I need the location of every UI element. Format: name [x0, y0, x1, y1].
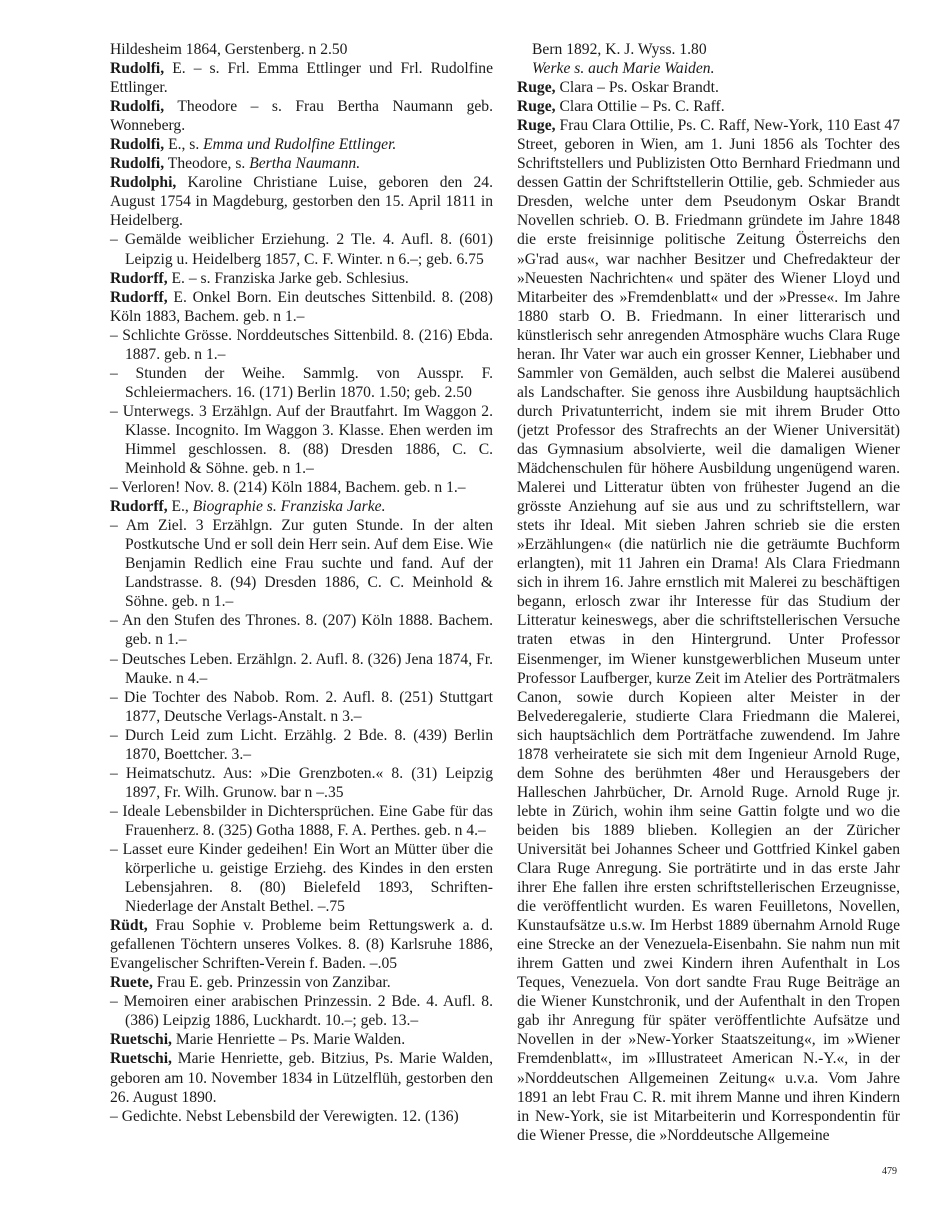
- cross-reference: [517, 59, 900, 78]
- work-item: [110, 764, 493, 802]
- entry-head: Ruge,: [517, 98, 556, 116]
- entry-text: Frau Clara Ottilie, Ps. C. Raff, New-York, 110 East 47 Street, geboren in Wien, am 1. Juni 1856 als Tochter des Schriftstellers und Publizisten Otto Bernhard Friedmann und dessen Gattin der Schriftstellerin Ottilie, geb. Schmieder aus Dresden, welche unter dem Pseudonym Oskar Brandt Novellen schrieb. O. B. Friedmann gründete im Jahre 1848 die erste freisinnige politische Zeitung Österreichs den »G'rad aus«, war nachher Besitzer und Chefredakteur der »Neuesten Nachrichten« und später des Wiener Lloyd und Mitarbeiter des »Fremdenblatt« und der »Presse«. Im Jahre 1880 starb O. B. Friedmann. In einer litterarisch und künstlerisch sehr anregenden Atmosphäre wuchs Clara Ruge heran. Ihr Vater war auch ein grosser Kenner, Liebhaber und Sammler von Gemälden, auch selbst die Malerei ausübend als Landschafter. Sie genoss ihre Ausbildung hauptsächlich durch Privatunterricht, indem sie mit ihrem Bruder Otto (jetzt Professor des Strafrechts an der Wiener Universität) das Gymnasium absolvierte, weil die damaligen Wiener Mädchenschulen für höhere Ausbildung ungenügend waren. Malerei und Litteratur übten von frühester Jugend an die grösste Anziehung auf sie aus und zu schriftstellern, war stets ihr Ideal. Mit sieben Jahren schrieb sie die ersten »Erzählungen« (die natürlich nie die geträumte Buchform erlangten), mit 11 Jahren ein Drama! Als Clara Friedmann sich in ihrem 16. Jahre ernstlich mit Malerei zu beschäftigen begann, erlosch zwar ihr Interesse für das Studium der Litteratur keineswegs, aber die schriftstellerischen Versuche traten etwas in den Hintergrund. Unter Professor Eisenmenger, im Wiener kunstgewerblichen Museum unter Professor Laufberger, kurze Zeit im Atelier des Porträtmalers Canon, sowie durch Kopieen alter Meister in der Belvederegalerie, studierte Clara Friedmann die Malerei, sich hauptsächlich dem Porträtfache zuwendend. Im Jahre 1878 verheiratete sie sich mit dem Ingenieur Arnold Ruge, dem Sohne des berühmten 48er und Herausgebers der Halleschen Jahrbücher, Dr. Arnold Ruge. Arnold Ruge jr. lebte in Zürich, wohin ihm seine Gattin folgte und wo die beiden bis 1889 blieben. Kollegien an der Züricher Universität bei Johannes Scheer und Gottfried Kinkel gaben Clara Ruge Anregung. Sie porträtirte und in das erste Jahr ihrer Ehe fallen ihre ersten schriftstellerischen Erzeugnisse, die veröffentlicht wurden. Es waren Feuilletons, Novellen, Kunstaufsätze u.s.w. Im Herbst 1889 übernahm Arnold Ruge eine Strecke an der Venezuela-Eisenbahn. Sie nahm nun mit ihrem Gatten und zwei Kindern ihren Aufenthalt in Los Teques, Venezuela. Von dort sandte Frau Ruge Beiträge an die Wiener Kunstchronik, und der Aufenthalt in den Tropen gab ihr Anregung für später veröffentlichte Aufsätze und Novellen in der »New-Yorker Staatszeitung«, im »Wiener Fremdenblatt«, im »Illustrateet American N.-Y.«, in der »Norddeutschen Allgemeinen Zeitung« u.v.a. Vom Jahre 1891 an lebt Frau C. R. mit ihrem Manne und ihren Kindern in New-York, sie ist Mitarbeiterin und Korrespondentin für die Wiener Presse, die »Norddeutsche Allgemeine: [517, 117, 900, 1144]
- left-column: [110, 40, 493, 1126]
- entry-text: Marie Henriette – Ps. Marie Walden.: [171, 1031, 406, 1049]
- entry-head: Ruge,: [517, 79, 556, 97]
- entry-head: Rudorff,: [110, 498, 168, 516]
- entry-text: Karoline Christiane Luise, geboren den 24. August 1754 in Magdeburg, gestorben den 15. April 1811 in Heidelberg.: [110, 174, 493, 230]
- page-number: 479: [882, 1166, 897, 1177]
- continued-entry: [110, 40, 493, 59]
- entry-head: Ruetschi,: [110, 1050, 172, 1068]
- work-text: – Lasset eure Kinder gedeihen! Ein Wort an Mütter über die körperliche u. geistige Erziehg. des Kindes in den ersten Lebensjahren. 8. (80) Bielefeld 1893, Schriften-Niederlage der Anstalt Bethel. –.75: [110, 840, 493, 916]
- work-text: – Durch Leid zum Licht. Erzählg. 2 Bde. 8. (439) Berlin 1870, Boettcher. 3.–: [110, 726, 493, 763]
- work-text: – Die Tochter des Nabob. Rom. 2. Aufl. 8. (251) Stuttgart 1877, Deutsche Verlags-Anstalt. n 3.–: [110, 688, 493, 725]
- work-text: – Gedichte. Nebst Lebensbild der Verewigten. 12. (136): [110, 1107, 459, 1125]
- work-item: [110, 326, 493, 364]
- work-text: – Schlichte Grösse. Norddeutsches Sittenbild. 8. (216) Ebda. 1887. geb. n 1.–: [110, 326, 493, 363]
- work-text: – Memoiren einer arabischen Prinzessin. 2 Bde. 4. Aufl. 8. (386) Leipzig 1886, Luckhardt. 10.–; geb. 13.–: [110, 993, 493, 1030]
- entry-head: Rudolfi,: [110, 98, 165, 116]
- entry-head: Rüdt,: [110, 917, 148, 935]
- work-item: [110, 802, 493, 840]
- entry-text: Marie Henriette, geb. Bitzius, Ps. Marie Walden, geboren am 10. November 1834 in Lützelflüh, gestorben den 26. August 1890.: [110, 1050, 493, 1106]
- work-item: [110, 402, 493, 478]
- entry-rudorff-3: [110, 497, 493, 516]
- entry-text: E., s.: [164, 136, 204, 154]
- entry-head: Rudorff,: [110, 288, 168, 306]
- entry-text: Hildesheim 1864, Gerstenberg. n 2.50: [110, 41, 348, 58]
- entry-head: Rudorff,: [110, 269, 168, 287]
- work-item: [110, 230, 493, 268]
- entry-italic: Biographie s. Franziska Jarke.: [192, 498, 386, 516]
- right-column: [517, 40, 900, 1145]
- work-item: [110, 516, 493, 611]
- entry-text: Clara – Ps. Oskar Brandt.: [555, 79, 719, 97]
- entry-head: Ruge,: [517, 117, 556, 135]
- entry-text: Bern 1892, K. J. Wyss. 1.80: [532, 41, 707, 58]
- entry-rudorff-2: [110, 288, 493, 326]
- entry-head: Rudolfi,: [110, 60, 165, 78]
- continued-entry: [517, 40, 900, 59]
- entry-rudolphi: [110, 173, 493, 230]
- entry-head: Ruetschi,: [110, 1031, 172, 1049]
- entry-text: Theodore, s.: [164, 155, 250, 173]
- entry-text: E.,: [167, 498, 193, 516]
- work-text: – Deutsches Leben. Erzählgn. 2. Aufl. 8. (326) Jena 1874, Fr. Mauke. n 4.–: [110, 650, 493, 687]
- work-text: – An den Stufen des Thrones. 8. (207) Köln 1888. Bachem. geb. n 1.–: [110, 612, 493, 649]
- entry-head: Ruete,: [110, 974, 153, 992]
- entry-rudolfi-1: [110, 59, 493, 97]
- entry-rudolfi-3: [110, 135, 493, 154]
- work-text: – Verloren! Nov. 8. (214) Köln 1884, Bachem. geb. n 1.–: [110, 479, 466, 497]
- entry-ruge-3: [517, 116, 900, 1145]
- entry-text: E. Onkel Born. Ein deutsches Sittenbild. 8. (208) Köln 1883, Bachem. geb. n 1.–: [110, 288, 493, 325]
- entry-ruge-2: [517, 97, 900, 116]
- entry-head: Rudolfi,: [110, 136, 165, 154]
- entry-text: Frau E. geb. Prinzessin von Zanzibar.: [152, 974, 391, 992]
- entry-head: Rudolphi,: [110, 174, 177, 192]
- work-text: – Stunden der Weihe. Sammlg. von Ausspr. F. Schleiermachers. 16. (171) Berlin 1870. 1.50; geb. 2.50: [110, 364, 493, 401]
- work-item: [110, 992, 493, 1030]
- work-item: [110, 726, 493, 764]
- entry-text: Frau Sophie v. Probleme beim Rettungswerk a. d. gefallenen Töchtern unseres Volkes. 8. (8) Karlsruhe 1886, Evangelischer Schriften-Verein f. Baden. –.05: [110, 917, 493, 973]
- entry-rudolfi-4: [110, 154, 493, 173]
- work-item: [110, 478, 493, 497]
- entry-text: Clara Ottilie – Ps. C. Raff.: [555, 98, 725, 116]
- work-item: [110, 650, 493, 688]
- entry-ruedt: [110, 916, 493, 973]
- entry-text: E. – s. Frl. Emma Ettlinger und Frl. Rudolfine Ettlinger.: [110, 60, 493, 97]
- work-item: [110, 364, 493, 402]
- work-item: [110, 840, 493, 916]
- entry-italic: Werke s. auch Marie Waiden.: [532, 60, 715, 78]
- entry-italic: Emma und Rudolfine Ettlinger.: [203, 136, 397, 154]
- entry-head: Rudolfi,: [110, 155, 165, 173]
- entry-text: Theodore – s. Frau Bertha Naumann geb. Wonneberg.: [110, 98, 493, 135]
- work-text: – Unterwegs. 3 Erzählgn. Auf der Brautfahrt. Im Waggon 2. Klasse. Incognito. Im Waggon 3. Klasse. Ehen werden im Himmel geschlossen. 8. (88) Dresden 1886, C. C. Meinhold & Söhne. geb. n 1.–: [110, 402, 493, 478]
- work-text: – Am Ziel. 3 Erzählgn. Zur guten Stunde. In der alten Postkutsche Und er soll dein Herr sein. Auf dem Eise. Wie Benjamin Redlich eine Frau suchte und fand. Auf der Landstrasse. 8. (94) Dresden 1886, C. C. Meinhold & Söhne. geb. n 1.–: [110, 517, 493, 611]
- work-item: [110, 688, 493, 726]
- entry-rudorff-1: [110, 269, 493, 288]
- entry-ruge-1: [517, 78, 900, 97]
- entry-rudolfi-2: [110, 97, 493, 135]
- work-item: [110, 611, 493, 649]
- work-text: – Heimatschutz. Aus: »Die Grenzboten.« 8. (31) Leipzig 1897, Fr. Wilh. Grunow. bar n –.35: [110, 764, 493, 801]
- work-text: – Ideale Lebensbilder in Dichtersprüchen. Eine Gabe für das Frauenherz. 8. (325) Gotha 1888, F. A. Perthes. geb. n 4.–: [110, 802, 493, 839]
- entry-text: E. – s. Franziska Jarke geb. Schlesius.: [167, 269, 409, 287]
- work-item: [110, 1107, 493, 1126]
- entry-ruetschi-2: [110, 1049, 493, 1106]
- entry-ruete: [110, 973, 493, 992]
- entry-ruetschi-1: [110, 1030, 493, 1049]
- entry-italic: Bertha Naumann.: [249, 155, 361, 173]
- work-text: – Gemälde weiblicher Erziehung. 2 Tle. 4. Aufl. 8. (601) Leipzig u. Heidelberg 1857, C. F. Winter. n 6.–; geb. 6.75: [110, 231, 493, 268]
